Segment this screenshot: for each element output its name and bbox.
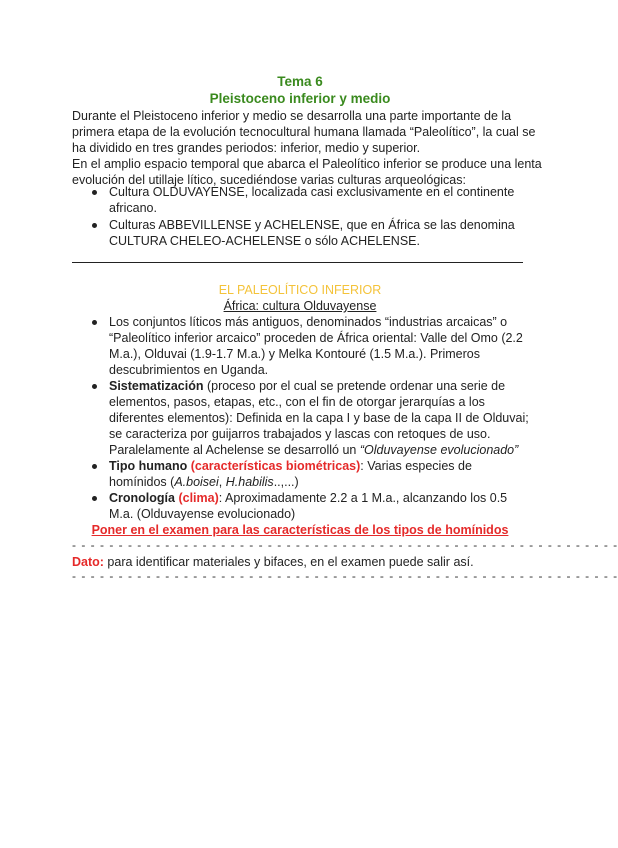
tipo-text: : Varias especies de homínidos ( — [109, 459, 472, 489]
dato-label: Dato: — [72, 555, 104, 569]
species-boisei: A.boisei — [174, 475, 219, 489]
intro-paragraph-2: En el amplio espacio temporal que abarca el Paleolítico inferior se produce una lenta evolución del utillaje lítico, sucediéndose varias culturas arqueológicas: — [72, 157, 542, 187]
sistematizacion-italic: “Olduvayense evolucionado” — [359, 443, 519, 457]
list-item-conjuntos — [109, 314, 529, 378]
dato-text: para identificar materiales y bifaces, en el examen puede salir así. — [103, 555, 474, 569]
horizontal-divider — [72, 262, 523, 263]
tipo-red-text: (características biométricas) — [190, 459, 361, 473]
crono-label: Cronología — [109, 491, 175, 505]
sistematizacion-label: Sistematización — [109, 379, 204, 393]
paleolithic-list — [109, 314, 529, 522]
section-title: EL PALEOLÍTICO INFERIOR — [218, 283, 382, 297]
list-item: Culturas ABBEVILLENSE y ACHELENSE, que en África se las denomina CULTURA CHELEO-ACHELENSE o sólo ACHELENSE. — [109, 217, 529, 249]
tipo-label: Tipo humano — [109, 459, 188, 473]
section-subtitle: África: cultura Olduvayense — [223, 299, 377, 313]
dashed-separator-bottom: - - - - - - - - - - - - - - - - - - - - - - - - - - - - - - - - - - - - - - - - - - - - - - - - - - - - - - - - - - - — [72, 569, 618, 583]
page-title: Tema 6 — [277, 74, 323, 89]
dato-line — [72, 554, 532, 570]
list-item-tipo-humano — [109, 458, 529, 490]
species-habilis: H.habilis — [225, 475, 274, 489]
species-separator: , — [218, 475, 226, 489]
page-subtitle: Pleistoceno inferior y medio — [209, 91, 391, 106]
exam-note: Poner en el examen para las características de los tipos de homínidos — [91, 523, 509, 537]
conjuntos-text: Los conjuntos líticos más antiguos, denominados “industrias arcaicas” o “Paleolítico inferior arcaico” proceden de África oriental: Valle del Omo (2.2 M.a.), Olduvai (1.9-1.7 M.a.) y Melka Kontouré (1.5 M.a.). Primeros descubrimientos en Uganda. — [109, 315, 523, 377]
crono-red-text: (clima) — [178, 491, 219, 505]
species-end: ..,...) — [273, 475, 299, 489]
dashed-separator-top: - - - - - - - - - - - - - - - - - - - - - - - - - - - - - - - - - - - - - - - - - - - - - - - - - - - - - - - - - - - — [72, 538, 618, 552]
intro-paragraph-1: Durante el Pleistoceno inferior y medio se desarrolla una parte importante de la primera etapa de la evolución tecnocultural humana llamada “Paleolítico”, la cual se ha dividido en tres grandes periodos: inferior, medio y superior. — [72, 109, 536, 155]
list-item-cronologia — [109, 490, 529, 522]
crono-text: : Aproximadamente 2.2 a 1 M.a., alcanzando los 0.5 M.a. (Olduvayense evolucionado) — [109, 491, 508, 521]
sistematizacion-text: (proceso por el cual se pretende ordenar una serie de elementos, pasos, etapas, etc., con el fin de otorgar jerarquías a los diferentes elementos): Definida en la capa I y base de la capa II de Olduvai; se caracteriza por guijarros trabajados y lascas con retoques de uso. Paralelamente al Achelense se desarrolló un — [109, 379, 529, 457]
list-item-sistematizacion — [109, 378, 529, 458]
list-item: Cultura OLDUVAYENSE, localizada casi exclusivamente en el continente africano. — [109, 184, 529, 216]
intro-text — [72, 108, 542, 188]
cultures-list — [109, 184, 529, 250]
